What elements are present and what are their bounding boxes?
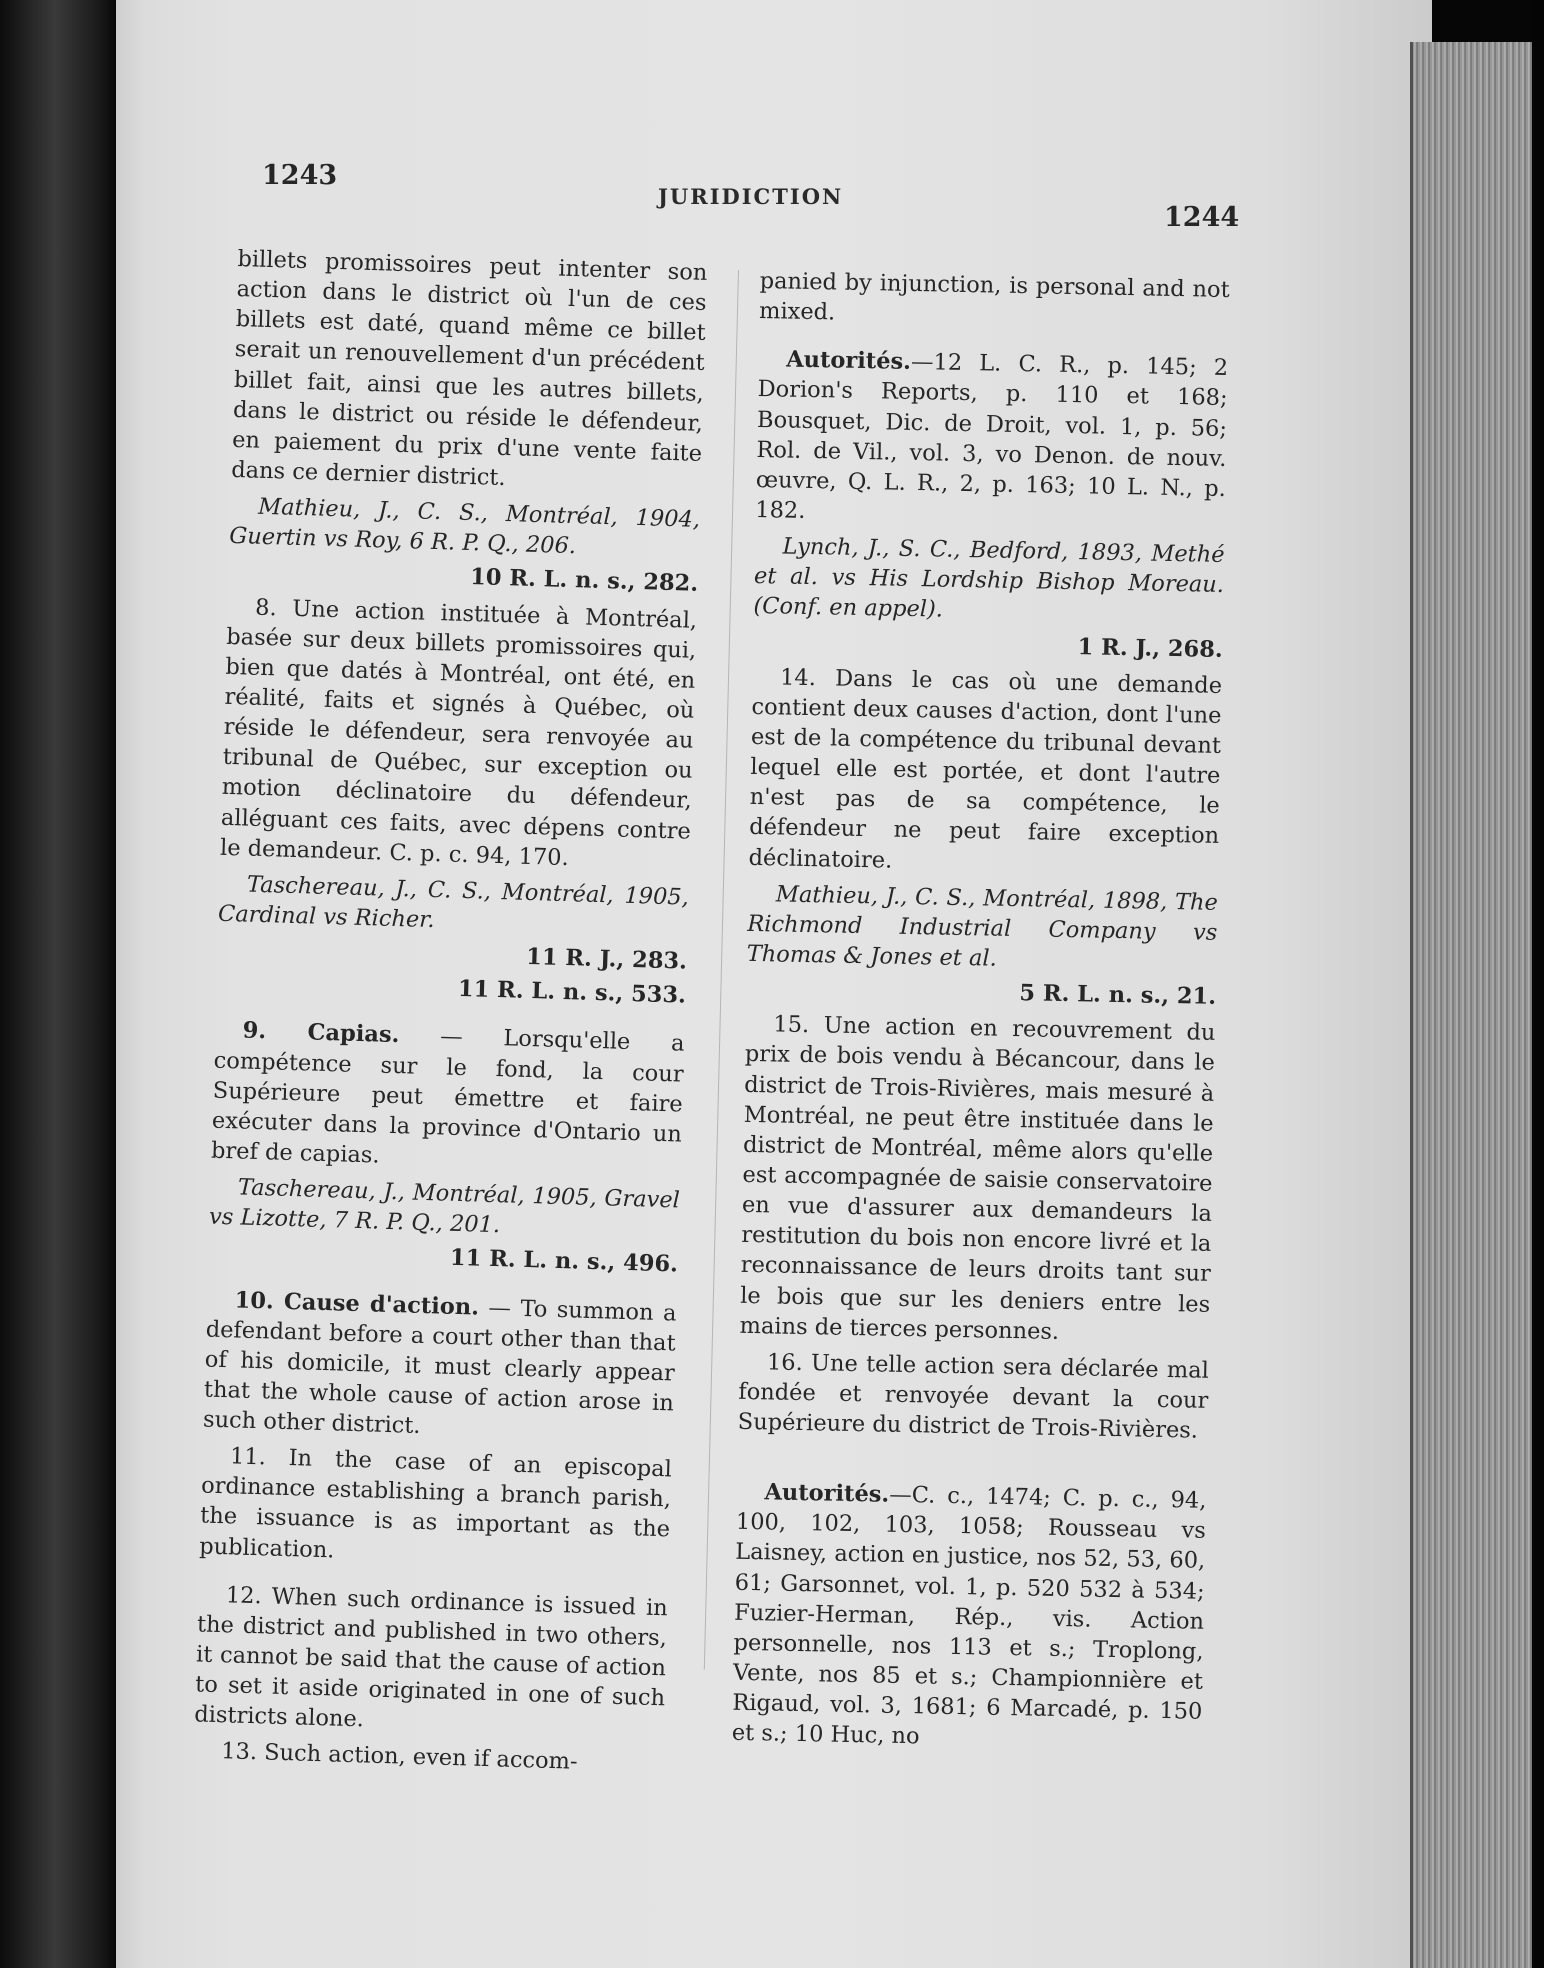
- authorities-1: [755, 344, 1228, 534]
- paragraph-9-text: — Lorsqu'elle a compétence sur le fond, la cour Supérieure peut émettre et faire exécuter dans la province d'Ontario un bref de capias.: [210, 1022, 685, 1169]
- reference: 11 R. L. n. s., 533.: [457, 976, 687, 1009]
- paragraph-13: 13. Such action, even if accom-: [220, 1738, 578, 1776]
- paragraph-11: 11. In the case of an episcopal ordinance establishing a branch parish, the issuance is as important as the publication.: [198, 1443, 673, 1564]
- left-column: [193, 244, 708, 1786]
- right-column: [731, 266, 1229, 1763]
- right-page-number: 1244: [1164, 202, 1240, 233]
- citation: Mathieu, J., C. S., Montréal, 1904, Guertin vs Roy, 6 R. P. Q., 206.: [228, 493, 701, 560]
- paragraph-8: 8. Une action instituée à Montréal, basée sur deux billets promissoires qui, bien que datés à Montréal, ont été, en réalité, faits et signés à Québec, où réside le défendeur, sera renvoyée au tribunal de Québec, sur exception ou motion déclinatoire du défendeur, alléguant ces faits, avec dépens contre le demandeur. C. p. c. 94, 170.: [219, 594, 698, 871]
- authorities-heading: Autorités.: [785, 346, 912, 376]
- reference: 10 R. L. n. s., 282.: [469, 564, 699, 598]
- reference: 11 R. J., 283.: [525, 943, 688, 975]
- citation: Taschereau, J., Montréal, 1905, Gravel vs Lizotte, 7 R. P. Q., 201.: [208, 1174, 681, 1239]
- paragraph-13-continued: panied by injunction, is personal and not mixed.: [758, 267, 1230, 326]
- authorities-heading: Autorités.: [764, 1479, 890, 1508]
- paragraph-15: 15. Une action en recouvrement du prix de bois vendu à Bécancour, dans le district de Trois-Rivières, mais mesuré à Montréal, ne peut être instituée dans le district de Montréal, même alors qu'elle est accompagnée de saisie conservatoire en vue d'assurer aux demandeurs la restitution du bois non encore livré et la reconnaissance de leurs droits tant sur le bois que sur les deniers entre les mains de tierces personnes.: [739, 1011, 1216, 1345]
- paragraph-12: 12. When such ordinance is issued in the district and published in two others, it cannot be said that the cause of action to set it aside originated in one of such districts alone.: [193, 1582, 669, 1733]
- citation: Taschereau, J., C. S., Montréal, 1905, Cardinal vs Richer.: [217, 871, 690, 934]
- authorities-2: [732, 1477, 1207, 1757]
- paragraph-7-continued: billets promissoires peut intenter son action dans le district où l'un de ces billets est daté, quand même ce billet serait un renouvellement d'un précédent billet fait, ainsi que les autres billets, dans le district ou réside le défendeur, en paiement du prix d'une vente faite dans ce dernier district.: [230, 245, 708, 492]
- paragraph-16: 16. Une telle action sera déclarée mal fondée et renvoyée devant la cour Supérieure du district de Trois-Rivières.: [737, 1349, 1210, 1444]
- paragraph-10-heading: 10. Cause d'action.: [234, 1286, 480, 1321]
- authorities-text: —C. c., 1474; C. p. c., 94, 100, 102, 103, 1058; Rousseau vs Laisney, action en justice, nos 52, 53, 60, 61; Garsonnet, vol. 1, p. 520 532 à 534; Fuzier-Herman, Rép., vis. Action personnelle, nos 113 et s.; Troplong, Vente, nos 85 et s.; Championnière et Rigaud, vol. 3, 1681; 6 Marcadé, p. 150 et s.; 10 Huc, no: [731, 1481, 1207, 1750]
- paragraph-10-text: — To summon a defendant before a court other than that of his domicile, it must clearly appear that the whole cause of action arose in such other district.: [202, 1294, 677, 1439]
- left-page-number: 1243: [262, 160, 338, 191]
- paragraph-14: 14. Dans le cas où une demande contient deux causes d'action, dont l'une est de la compétence du tribunal devant lequel elle est portée, et dont l'autre n'est pas de sa compétence, le défendeur ne peut faire exception déclinatoire.: [748, 664, 1223, 874]
- paragraph-9: [211, 1015, 685, 1180]
- citation: Lynch, J., S. C., Bedford, 1893, Methé et al. vs His Lordship Bishop Moreau. (Conf. en appel).: [753, 533, 1225, 623]
- book-spine-shadow: [0, 0, 118, 1968]
- citation: Mathieu, J., C. S., Montréal, 1898, The Richmond Industrial Company vs Thomas & Jones et al.: [746, 881, 1219, 972]
- running-header: JURIDICTION: [658, 184, 844, 209]
- paragraph-9-heading: 9. Capias.: [242, 1017, 400, 1049]
- page-edges: [1410, 42, 1541, 1968]
- reference: 1 R. J., 268.: [1077, 633, 1223, 663]
- edge-shadow: [1532, 0, 1544, 1968]
- reference: 5 R. L. n. s., 21.: [1019, 980, 1217, 1010]
- reference: 11 R. L. n. s., 496.: [449, 1245, 679, 1278]
- paragraph-10: [203, 1284, 677, 1449]
- authorities-text: —12 L. C. R., p. 145; 2 Dorion's Reports, p. 110 et 168; Bousquet, Dic. de Droit, vol. 1, p. 56; Rol. de Vil., vol. 3, vo Denon. de nouv. œuvre, Q. L. R., 2, p. 163; 10 L. N., p. 182.: [755, 349, 1229, 524]
